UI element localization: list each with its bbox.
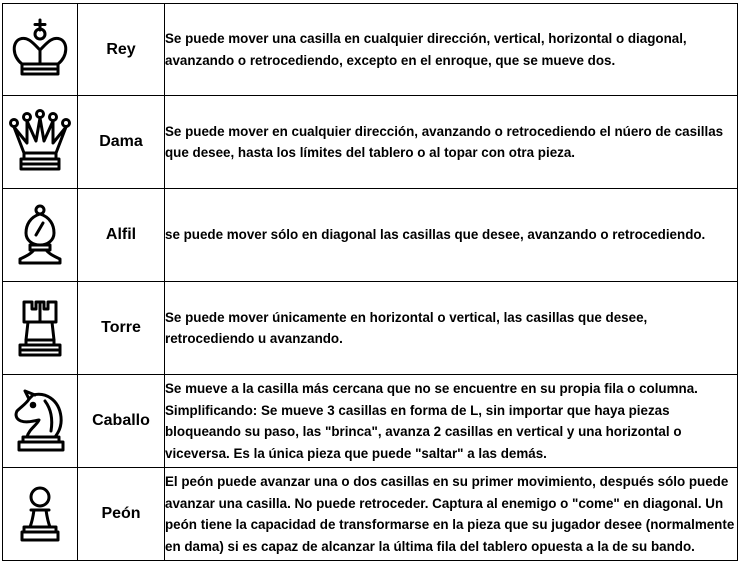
icon-cell xyxy=(3,375,78,468)
piece-name: Torre xyxy=(78,282,165,375)
piece-description: Se mueve a la casilla más cercana que no se encuentre en su propia fila o columna. Simplificando: Se mueve 3 casillas en forma de L, sin importar que haya piezas bloqueando su paso, las "brinca", avanza 2 casillas en vertical y una horizontal o viceversa. Es la única pieza que puede "saltar" a las demás. xyxy=(165,375,738,468)
queen-icon xyxy=(3,109,77,175)
king-icon xyxy=(3,18,77,82)
piece-description: Se puede mover en cualquier dirección, avanzando o retrocediendo el núero de casillas que desee, hasta los límites del tablero o al topar con otra pieza. xyxy=(165,96,738,189)
bishop-icon xyxy=(3,203,77,267)
knight-icon xyxy=(3,387,77,455)
icon-cell xyxy=(3,4,78,96)
piece-name: Rey xyxy=(78,4,165,96)
piece-description: se puede mover sólo en diagonal las casillas que desee, avanzando o retrocediendo. xyxy=(165,189,738,282)
chess-pieces-table xyxy=(2,3,738,561)
table-row-rook xyxy=(3,282,738,375)
icon-cell xyxy=(3,189,78,282)
piece-name: Caballo xyxy=(78,375,165,468)
icon-cell xyxy=(3,468,78,561)
rook-icon xyxy=(3,296,77,360)
piece-name: Peón xyxy=(78,468,165,561)
piece-name: Dama xyxy=(78,96,165,189)
icon-cell xyxy=(3,96,78,189)
piece-description: Se puede mover una casilla en cualquier dirección, vertical, horizontal o diagonal, avanzando o retrocediendo, excepto en el enroque, que se mueve dos. xyxy=(165,4,738,96)
table-row-king xyxy=(3,4,738,96)
icon-cell xyxy=(3,282,78,375)
piece-description: Se puede mover únicamente en horizontal o vertical, las casillas que desee, retrocediendo u avanzando. xyxy=(165,282,738,375)
piece-description: El peón puede avanzar una o dos casillas en su primer movimiento, después sólo puede avanzar una casilla. No puede retroceder. Captura al enemigo o "come" en diagonal. Un peón tiene la capacidad de transformarse en la pieza que su jugador desee (normalmente en dama) si es capaz de alcanzar la última fila del tablero opuesta a la de su bando. xyxy=(165,468,738,561)
table-row-pawn xyxy=(3,468,738,561)
table-row-queen xyxy=(3,96,738,189)
piece-name: Alfil xyxy=(78,189,165,282)
table-row-knight xyxy=(3,375,738,468)
pawn-icon xyxy=(3,484,77,544)
table-row-bishop xyxy=(3,189,738,282)
